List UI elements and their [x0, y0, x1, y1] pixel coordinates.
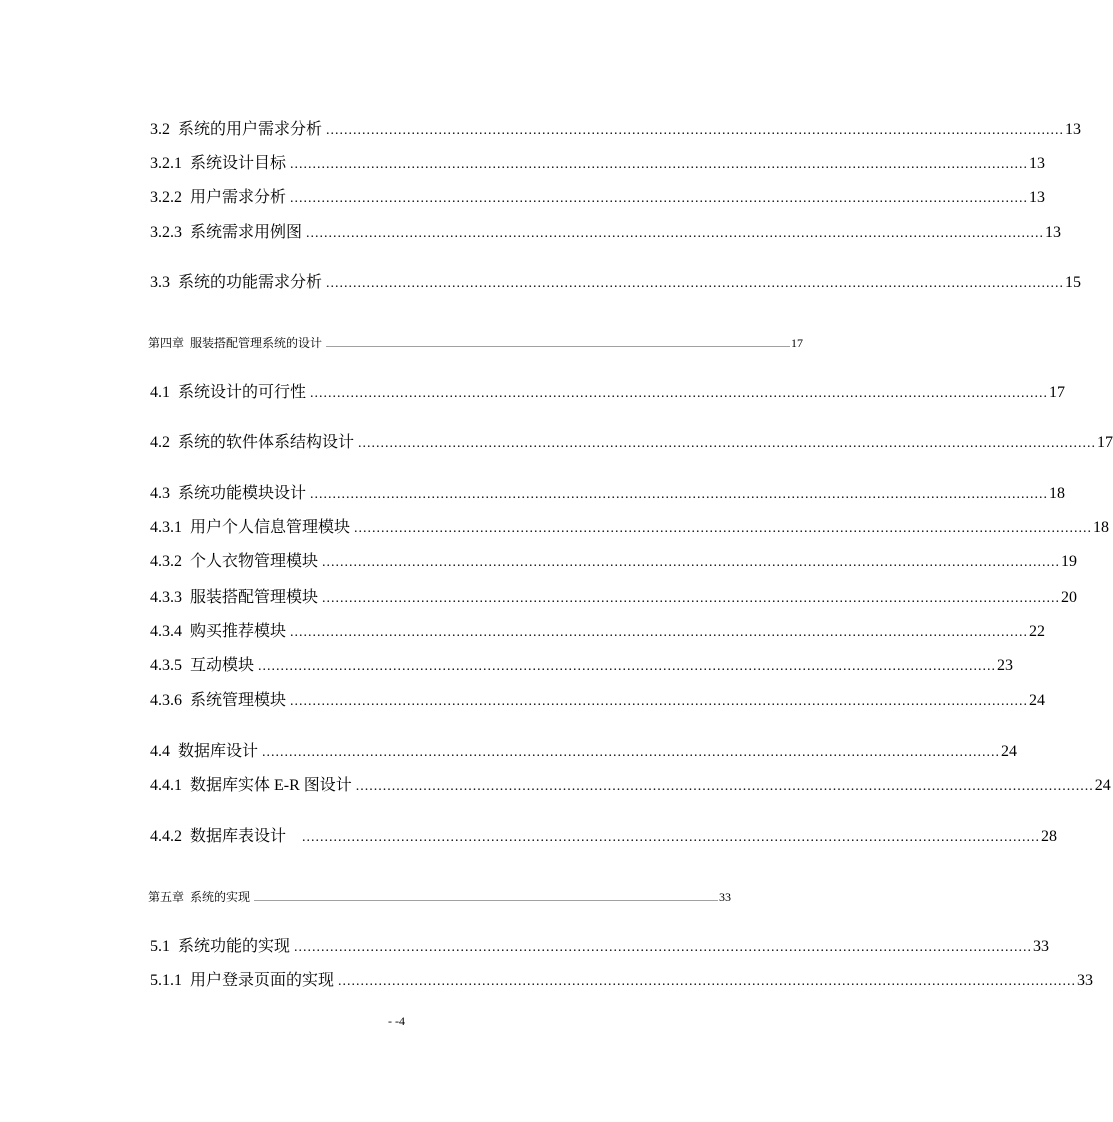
toc-page-number: 13: [1065, 121, 1082, 138]
toc-number: 3.2.1: [150, 155, 182, 172]
toc-title: 用户个人信息管理模块: [190, 519, 351, 536]
toc-page-number: 24: [1029, 692, 1046, 709]
toc-entry-4-4-2[interactable]: [150, 827, 1058, 848]
toc-title: 系统管理模块: [190, 692, 287, 709]
toc-title: 个人衣物管理模块: [190, 553, 319, 570]
toc-entry-3-2-2[interactable]: [150, 188, 1046, 209]
toc-number: 5.1: [150, 938, 170, 955]
toc-number: 3.2.3: [150, 224, 182, 241]
toc-leader-dots: ....................................................................................................................................................................: [322, 591, 1061, 606]
toc-entry-4-3-1[interactable]: [150, 518, 1110, 539]
toc-title: 系统的用户需求分析: [178, 121, 323, 138]
toc-title: 购买推荐模块: [190, 623, 287, 640]
toc-number: 5.1.1: [150, 972, 182, 989]
toc-page-number: 23: [997, 657, 1014, 674]
toc-leader-dots: ....................................................................................................................................................................: [290, 191, 1029, 206]
toc-title: 数据库设计: [178, 743, 259, 760]
toc-entry-3-2[interactable]: [150, 120, 1082, 141]
toc-entry-4-4[interactable]: [150, 742, 1018, 763]
toc-number: 4.3.6: [150, 692, 182, 709]
toc-title: 用户需求分析: [190, 189, 287, 206]
toc-leader-dots: ....................................................................................................................................................................: [290, 157, 1029, 172]
toc-number: 4.1: [150, 384, 170, 401]
toc-title: 数据库实体 E-R 图设计: [190, 777, 352, 794]
toc-entry-4-3-2[interactable]: [150, 552, 1078, 573]
toc-page-number: 13: [1029, 155, 1046, 172]
toc-leader-dots: ....................................................................................................................................................................: [302, 830, 1041, 845]
toc-entry-4-3[interactable]: [150, 484, 1066, 505]
toc-page-number: 15: [1065, 274, 1082, 291]
toc-leader-dots: ....................................................................................................................................................................: [294, 940, 1033, 955]
toc-entry-4-2[interactable]: [150, 433, 1113, 454]
toc-title: 系统的实现: [190, 890, 251, 904]
toc-number: 4.4.1: [150, 777, 182, 794]
toc-number: 4.2: [150, 434, 170, 451]
toc-title: 服装搭配管理系统的设计: [190, 336, 323, 350]
toc-leader-dots: ....................................................................................................................................................................: [338, 974, 1077, 989]
toc-page-number: 24: [1094, 777, 1111, 794]
toc-leader-dots: ........................................................................................................................................................................................................................................: [326, 340, 791, 349]
toc-title: 系统功能模块设计: [178, 485, 307, 502]
toc-page-number: 33: [1033, 938, 1050, 955]
toc-page-number: 17: [1097, 434, 1113, 451]
toc-entry-4-4-1[interactable]: [150, 776, 1111, 797]
toc-entry-5-1-1[interactable]: [150, 971, 1094, 992]
toc-page-number: 33: [1077, 972, 1094, 989]
toc-page-number: 28: [1041, 828, 1058, 845]
toc-title: 系统的功能需求分析: [178, 274, 323, 291]
toc-page-number: 18: [1093, 519, 1110, 536]
toc-entry-4-3-3[interactable]: [150, 588, 1078, 609]
toc-title: 系统的软件体系结构设计: [178, 434, 355, 451]
toc-page-number: 13: [1029, 189, 1046, 206]
toc-title: 系统设计目标: [190, 155, 287, 172]
toc-number: 4.3: [150, 485, 170, 502]
toc-entry-4-3-4[interactable]: [150, 622, 1046, 643]
toc-leader-dots: ....................................................................................................................................................................: [310, 386, 1049, 401]
toc-leader-dots: ....................................................................................................................................................................: [290, 694, 1029, 709]
page-number-footer: - -4: [388, 1014, 405, 1028]
toc-leader-dots: ....................................................................................................................................................................: [326, 123, 1065, 138]
toc-title: 互动模块: [190, 657, 255, 674]
toc-entry-5-1[interactable]: [150, 937, 1050, 958]
toc-title: 服装搭配管理模块: [190, 589, 319, 606]
toc-chapter-number: 第五章: [148, 890, 185, 904]
toc-page-number: 19: [1061, 553, 1078, 570]
toc-entry-4-3-6[interactable]: [150, 691, 1046, 712]
toc-number: 4.4.2: [150, 828, 182, 845]
toc-page-number: 22: [1029, 623, 1046, 640]
toc-entry-3-2-3[interactable]: [150, 223, 1062, 244]
toc-title: 系统设计的可行性: [178, 384, 307, 401]
toc-page-number: 13: [1045, 224, 1062, 241]
toc-leader-dots: ....................................................................................................................................................................: [358, 436, 1097, 451]
toc-number: 4.3.3: [150, 589, 182, 606]
toc-title: 系统需求用例图: [190, 224, 303, 241]
toc-leader-dots: ....................................................................................................................................................................: [354, 521, 1093, 536]
toc-number: 3.3: [150, 274, 170, 291]
toc-leader-dots: ....................................................................................................................................................................: [290, 625, 1029, 640]
toc-entry-4-3-5[interactable]: [150, 656, 1014, 677]
toc-chapter-5[interactable]: [148, 889, 732, 907]
toc-page-number: 18: [1049, 485, 1066, 502]
toc-page-number: 20: [1061, 589, 1078, 606]
toc-title: 用户登录页面的实现: [190, 972, 335, 989]
toc-page-number: 33: [719, 890, 732, 904]
toc-title: 系统功能的实现: [178, 938, 291, 955]
toc-entry-3-2-1[interactable]: [150, 154, 1046, 175]
toc-leader-dots: ....................................................................................................................................................................: [355, 779, 1094, 794]
toc-chapter-number: 第四章: [148, 336, 185, 350]
toc-page-number: 17: [791, 336, 804, 350]
toc-chapter-4[interactable]: [148, 335, 804, 353]
toc-number: 4.3.1: [150, 519, 182, 536]
toc-title: 数据库表设计: [190, 828, 287, 845]
toc-leader-dots: ....................................................................................................................................................................: [322, 555, 1061, 570]
toc-entry-4-1[interactable]: [150, 383, 1066, 404]
toc-leader-dots: ....................................................................................................................................................................: [262, 745, 1001, 760]
toc-leader-dots: ........................................................................................................................................................................................................................................: [254, 894, 719, 903]
toc-page-number: 24: [1001, 743, 1018, 760]
toc-leader-dots: ....................................................................................................................................................................: [326, 276, 1065, 291]
toc-number: 4.3.2: [150, 553, 182, 570]
toc-leader-dots: ....................................................................................................................................................................: [258, 659, 997, 674]
toc-leader-dots: ....................................................................................................................................................................: [306, 226, 1045, 241]
toc-number: 3.2.2: [150, 189, 182, 206]
toc-entry-3-3[interactable]: [150, 273, 1082, 294]
toc-leader-dots: ....................................................................................................................................................................: [310, 487, 1049, 502]
toc-number: 4.4: [150, 743, 170, 760]
toc-number: 3.2: [150, 121, 170, 138]
toc-page-number: 17: [1049, 384, 1066, 401]
toc-number: 4.3.4: [150, 623, 182, 640]
toc-number: 4.3.5: [150, 657, 182, 674]
